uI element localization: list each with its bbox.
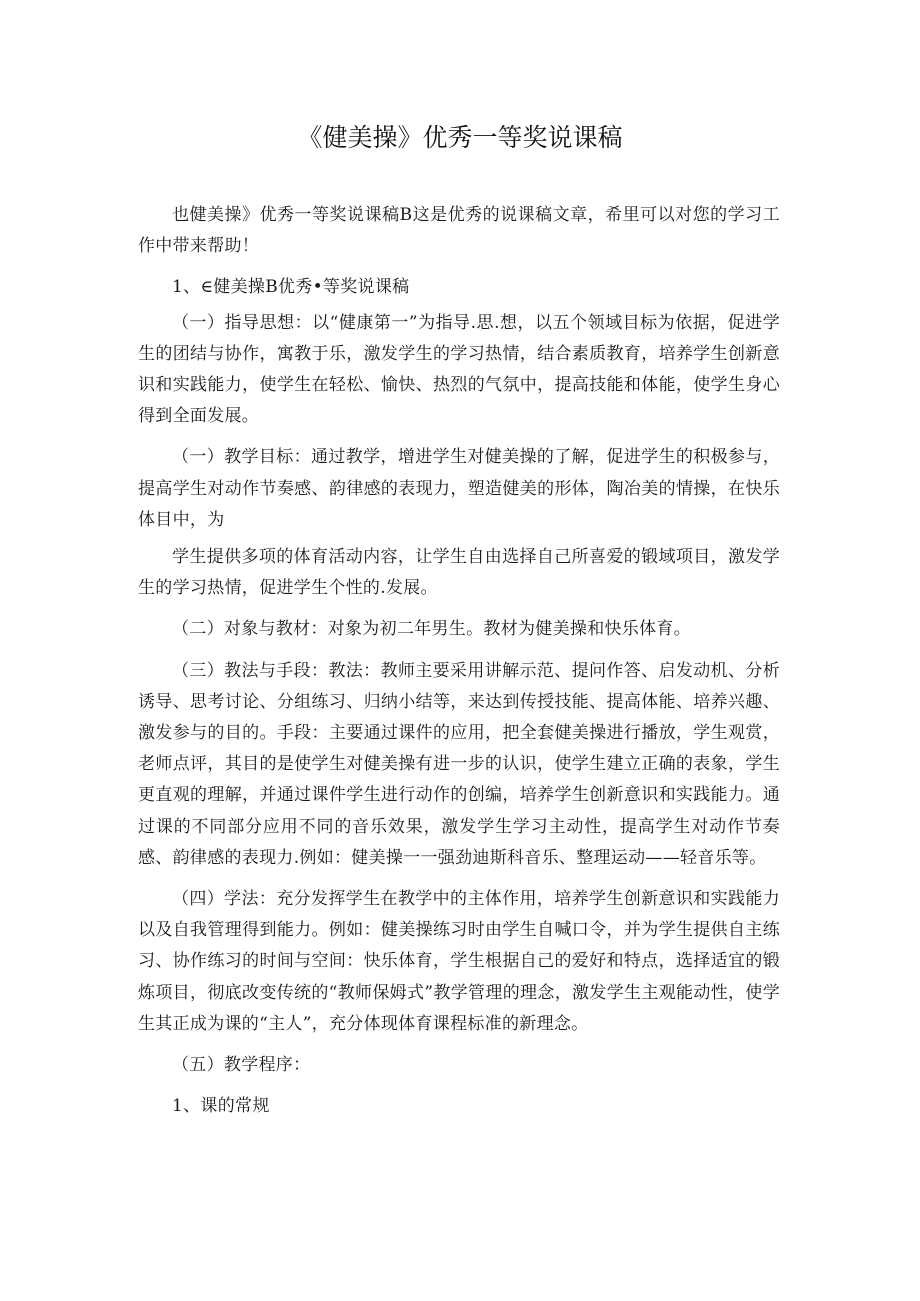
teaching-goals-paragraph: （一）教学目标：通过教学，增进学生对健美操的了解，促进学生的积极参与，提高学生对动作节奏感、韵律感的表现力，塑造健美的形体，陶冶美的情操，在快乐体目中，为 bbox=[138, 447, 780, 530]
document-title: 《健美操》优秀一等奖说课稿 bbox=[297, 123, 623, 152]
guiding-ideology-paragraph: （一）指导思想：以“健康第一”为指导.思.想，以五个领域目标为依据，促进学生的团结与协作，寓教于乐，激发学生的学习热情，结合素质教育，培养学生创新意识和实践能力，使学生在轻松、愉快、热烈的气氛中，提高技能和体能，使学生身心得到全面发展。 bbox=[138, 312, 780, 427]
teaching-procedure-heading: （五）教学程序： bbox=[172, 1055, 311, 1076]
audience-materials-paragraph: （二）对象与教材：对象为初二年男生。教材为健美操和快乐体育。 bbox=[172, 619, 691, 640]
learning-methods-paragraph: （四）学法：充分发挥学生在教学中的主体作用，培养学生创新意识和实践能力以及自我管理得到能力。例如：健美操练习时由学生自喊口令，并为学生提供自主练习、协作练习的时间与空间：快乐体育，学生根据自己的爱好和特点，选择适宜的锻炼项目，彻底改变传统的“教师保姆式”教学管理的理念，激发学生主观能动性，使学生其正成为课的“主人”，充分体现体育课程标准的新理念。 bbox=[138, 889, 780, 1034]
section-heading: 1、∈健美操B优秀•等奖说课稿 bbox=[172, 277, 410, 298]
teaching-methods-paragraph: （三）教法与手段：教法：教师主要采用讲解示范、提问作答、启发动机、分析诱导、思考讨论、分组练习、归纳小结等，来达到传授技能、提高体能、培养兴趣、激发参与的目的。手段：主要通过课件的应用，把全套健美操进行播放，学生观赏，老师点评，其目的是使学生对健美操有进一步的认识，使学生建立正确的表象，学生更直观的理解，并通过课件学生进行动作的创编，培养学生创新意识和实践能力。通过课的不同部分应用不同的音乐效果，激发学生学习主动性，提高学生对动作节奏感、韵律感的表现力.例如：健美操一一强劲迪斯科音乐、整理运动——轻音乐等。 bbox=[138, 660, 780, 868]
teaching-goals-continued-paragraph: 学生提供多项的体育活动内容，让学生自由选择自己所喜爱的锻域项目，激发学生的学习热情，促进学生个性的.发展。 bbox=[138, 547, 780, 599]
document-body bbox=[138, 200, 780, 1132]
class-routine-heading: 1、课的常规 bbox=[172, 1096, 270, 1117]
intro-paragraph: 也健美操》优秀一等奖说课稿B这是优秀的说课稿文章，希里可以对您的学习工作中带来帮助！ bbox=[138, 205, 780, 257]
